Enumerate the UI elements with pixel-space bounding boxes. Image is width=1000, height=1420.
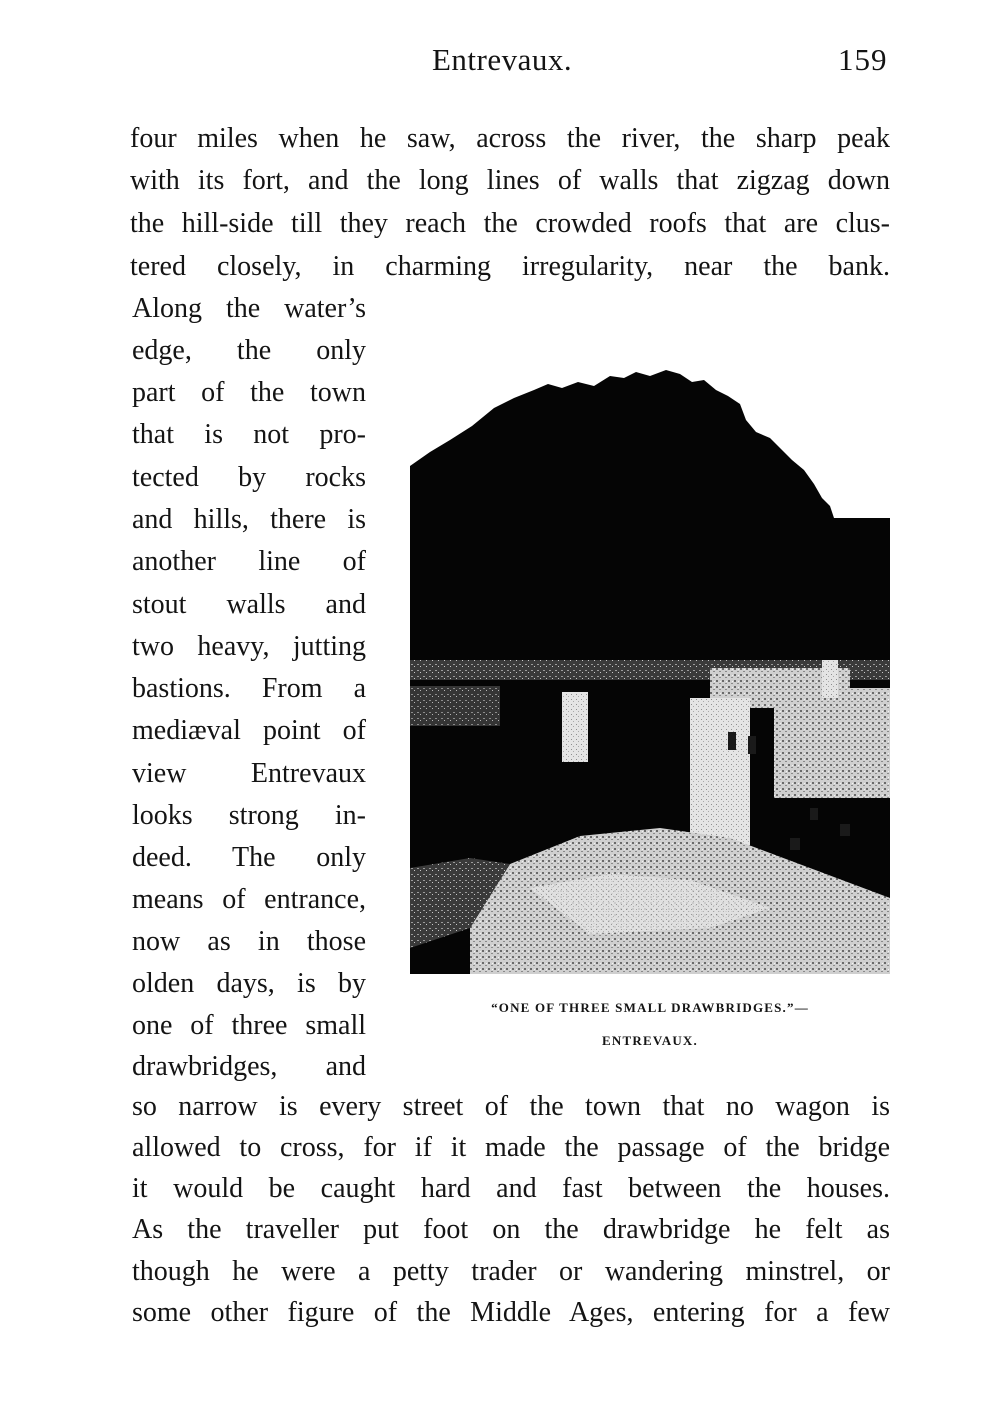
text-line: another line of — [132, 546, 366, 577]
text-line: some other figure of the Middle Ages, entering for a few — [132, 1297, 890, 1328]
text-line: mediæval point of — [132, 715, 366, 746]
text-line: tered closely, in charming irregularity, near the bank. — [130, 251, 890, 282]
text-line: it would be caught hard and fast between the houses. — [132, 1173, 890, 1204]
text-line: edge, the only — [132, 335, 366, 366]
running-head: Entrevaux. — [432, 42, 573, 77]
text-line: though he were a petty trader or wandering minstrel, or — [132, 1256, 890, 1287]
text-line: deed. The only — [132, 842, 366, 873]
text-line: two heavy, jutting — [132, 631, 366, 662]
text-line: now as in those — [132, 926, 366, 957]
text-line: so narrow is every street of the town that no wagon is — [132, 1091, 890, 1122]
figure-caption-location: ENTREVAUX. — [602, 1033, 698, 1048]
text-line: looks strong in- — [132, 800, 366, 831]
text-line: drawbridges, and — [132, 1051, 366, 1082]
entrevaux-photograph — [410, 368, 890, 974]
text-line: view Entrevaux — [132, 758, 366, 789]
text-line: with its fort, and the long lines of walls that zigzag down — [130, 165, 890, 196]
text-line: As the traveller put foot on the drawbridge he felt as — [132, 1214, 890, 1245]
text-line: the hill-side till they reach the crowded roofs that are clus- — [130, 208, 890, 239]
text-line: means of entrance, — [132, 884, 366, 915]
text-line: part of the town — [132, 377, 366, 408]
text-line: that is not pro- — [132, 419, 366, 450]
page-number: 159 — [838, 42, 888, 77]
text-line: stout walls and — [132, 589, 366, 620]
text-line: tected by rocks — [132, 462, 366, 493]
text-line: bastions. From a — [132, 673, 366, 704]
text-line: one of three small — [132, 1010, 366, 1041]
text-line: olden days, is by — [132, 968, 366, 999]
text-line: Along the water’s — [132, 293, 366, 324]
text-line: and hills, there is — [132, 504, 366, 535]
figure-caption: “ONE OF THREE SMALL DRAWBRIDGES.”— — [491, 1000, 809, 1015]
text-line: allowed to cross, for if it made the passage of the bridge — [132, 1132, 890, 1163]
text-line: four miles when he saw, across the river, the sharp peak — [130, 123, 890, 154]
